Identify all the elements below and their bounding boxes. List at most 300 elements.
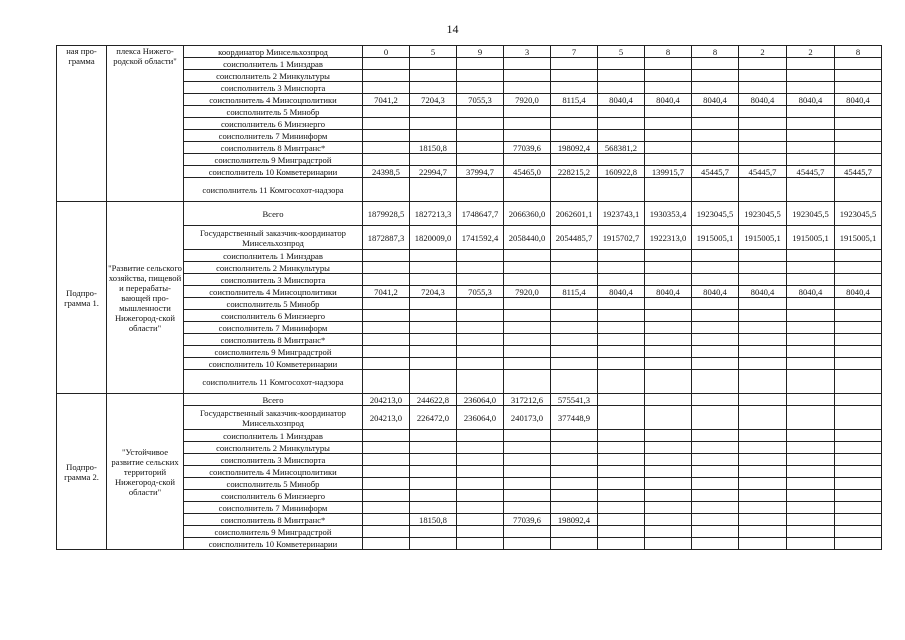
value-cell: [692, 154, 739, 166]
value-cell: [551, 526, 598, 538]
value-cell: [835, 118, 882, 130]
value-cell: [598, 454, 645, 466]
value-cell: [692, 442, 739, 454]
executor-label-cell: соисполнитель 2 Минкультуры: [184, 442, 363, 454]
executor-label-cell: соисполнитель 2 Минкультуры: [184, 262, 363, 274]
value-cell: [739, 70, 787, 82]
value-cell: [457, 538, 504, 550]
value-cell: [598, 514, 645, 526]
value-cell: [457, 274, 504, 286]
value-cell: [363, 454, 410, 466]
value-cell: [410, 322, 457, 334]
value-cell: [645, 478, 692, 490]
table-row: [57, 394, 882, 406]
value-cell: [692, 538, 739, 550]
value-cell: [645, 406, 692, 430]
value-cell: [410, 70, 457, 82]
value-cell: [363, 310, 410, 322]
value-cell: [787, 82, 835, 94]
value-cell: [598, 430, 645, 442]
value-cell: 45445,7: [739, 166, 787, 178]
value-cell: [787, 298, 835, 310]
value-cell: [551, 178, 598, 202]
value-cell: [457, 298, 504, 310]
value-cell: 1915005,1: [787, 226, 835, 250]
value-cell: [457, 346, 504, 358]
program-name-cell: "Развитие сельского хозяйства, пищевой и перерабаты-вающей про-мышленности Нижегород-ской области": [107, 202, 184, 394]
value-cell: [457, 502, 504, 514]
value-cell: [739, 178, 787, 202]
value-cell: [787, 538, 835, 550]
value-cell: [551, 430, 598, 442]
value-cell: [551, 358, 598, 370]
value-cell: [692, 466, 739, 478]
value-cell: [692, 430, 739, 442]
value-cell: [739, 490, 787, 502]
value-cell: [787, 154, 835, 166]
value-cell: [787, 274, 835, 286]
value-cell: [598, 334, 645, 346]
value-cell: [645, 346, 692, 358]
value-cell: [457, 82, 504, 94]
value-cell: [551, 154, 598, 166]
executor-label-cell: соисполнитель 5 Минобр: [184, 298, 363, 310]
value-cell: [598, 298, 645, 310]
value-cell: 7920,0: [504, 94, 551, 106]
value-cell: 1923045,5: [692, 202, 739, 226]
value-cell: [835, 70, 882, 82]
value-cell: [692, 478, 739, 490]
value-cell: [457, 358, 504, 370]
value-cell: [692, 454, 739, 466]
table-row: [57, 46, 882, 58]
value-cell: [457, 454, 504, 466]
value-cell: 139915,7: [645, 166, 692, 178]
value-cell: [410, 310, 457, 322]
value-cell: [410, 274, 457, 286]
program-label-cell: Подпро-грамма 2.: [57, 394, 107, 550]
value-cell: [363, 442, 410, 454]
value-cell: 236064,0: [457, 394, 504, 406]
value-cell: [598, 478, 645, 490]
executor-label-cell: соисполнитель 7 Мининформ: [184, 130, 363, 142]
value-cell: [457, 142, 504, 154]
value-cell: [739, 394, 787, 406]
value-cell: [363, 430, 410, 442]
value-cell: 37994,7: [457, 166, 504, 178]
value-cell: [504, 274, 551, 286]
value-cell: [739, 274, 787, 286]
value-cell: [504, 322, 551, 334]
value-cell: [692, 322, 739, 334]
value-cell: 8: [835, 46, 882, 58]
value-cell: 9: [457, 46, 504, 58]
value-cell: [787, 178, 835, 202]
value-cell: [787, 478, 835, 490]
value-cell: 1930353,4: [645, 202, 692, 226]
value-cell: [363, 274, 410, 286]
value-cell: [410, 262, 457, 274]
value-cell: [410, 442, 457, 454]
value-cell: [598, 178, 645, 202]
value-cell: [787, 406, 835, 430]
value-cell: [739, 118, 787, 130]
value-cell: [645, 442, 692, 454]
value-cell: [551, 274, 598, 286]
value-cell: [692, 58, 739, 70]
executor-label-cell: соисполнитель 10 Комветеринарии: [184, 538, 363, 550]
value-cell: 1915005,1: [835, 226, 882, 250]
executor-label-cell: соисполнитель 7 Мининформ: [184, 502, 363, 514]
value-cell: [692, 70, 739, 82]
executor-label-cell: соисполнитель 3 Минспорта: [184, 274, 363, 286]
value-cell: [835, 334, 882, 346]
value-cell: 5: [410, 46, 457, 58]
value-cell: [363, 142, 410, 154]
value-cell: [551, 334, 598, 346]
value-cell: [598, 406, 645, 430]
value-cell: [363, 538, 410, 550]
executor-label-cell: соисполнитель 2 Минкультуры: [184, 70, 363, 82]
value-cell: [457, 130, 504, 142]
value-cell: [645, 118, 692, 130]
value-cell: 575541,3: [551, 394, 598, 406]
value-cell: [835, 490, 882, 502]
value-cell: [457, 70, 504, 82]
program-label-cell: Подпро-грамма 1.: [57, 202, 107, 394]
value-cell: [645, 298, 692, 310]
value-cell: [598, 70, 645, 82]
value-cell: [787, 502, 835, 514]
value-cell: [551, 118, 598, 130]
executor-label-cell: соисполнитель 3 Минспорта: [184, 454, 363, 466]
value-cell: [645, 358, 692, 370]
value-cell: [645, 130, 692, 142]
value-cell: [598, 466, 645, 478]
value-cell: [835, 442, 882, 454]
value-cell: [598, 490, 645, 502]
value-cell: [645, 58, 692, 70]
value-cell: 22994,7: [410, 166, 457, 178]
value-cell: [363, 130, 410, 142]
value-cell: [598, 82, 645, 94]
value-cell: [835, 298, 882, 310]
value-cell: [363, 82, 410, 94]
value-cell: [692, 358, 739, 370]
value-cell: [645, 142, 692, 154]
value-cell: [551, 454, 598, 466]
value-cell: [787, 130, 835, 142]
value-cell: [645, 106, 692, 118]
budget-table: [56, 45, 882, 550]
value-cell: [835, 394, 882, 406]
value-cell: [645, 538, 692, 550]
value-cell: [739, 106, 787, 118]
value-cell: [692, 298, 739, 310]
value-cell: [787, 70, 835, 82]
value-cell: [457, 334, 504, 346]
executor-label-cell: соисполнитель 6 Минэнерго: [184, 118, 363, 130]
value-cell: [739, 250, 787, 262]
value-cell: [504, 370, 551, 394]
value-cell: 1923045,5: [835, 202, 882, 226]
value-cell: [692, 526, 739, 538]
value-cell: [645, 334, 692, 346]
value-cell: [598, 394, 645, 406]
value-cell: [457, 442, 504, 454]
value-cell: [598, 250, 645, 262]
value-cell: 8: [692, 46, 739, 58]
value-cell: [787, 466, 835, 478]
executor-label-cell: соисполнитель 9 Минградстрой: [184, 346, 363, 358]
value-cell: [504, 250, 551, 262]
value-cell: [598, 322, 645, 334]
value-cell: [739, 478, 787, 490]
value-cell: [410, 250, 457, 262]
value-cell: [551, 322, 598, 334]
value-cell: 45445,7: [835, 166, 882, 178]
value-cell: [835, 178, 882, 202]
value-cell: [504, 430, 551, 442]
value-cell: [787, 334, 835, 346]
value-cell: [835, 358, 882, 370]
value-cell: [835, 502, 882, 514]
value-cell: [598, 538, 645, 550]
value-cell: [410, 154, 457, 166]
executor-label-cell: Государственный заказчик-координатор Минсельхозпрод: [184, 406, 363, 430]
value-cell: [835, 514, 882, 526]
value-cell: 1872887,3: [363, 226, 410, 250]
value-cell: [598, 442, 645, 454]
value-cell: [363, 514, 410, 526]
value-cell: 8115,4: [551, 94, 598, 106]
value-cell: [645, 370, 692, 394]
value-cell: [787, 250, 835, 262]
value-cell: [739, 142, 787, 154]
value-cell: 7920,0: [504, 286, 551, 298]
value-cell: [692, 334, 739, 346]
value-cell: [504, 466, 551, 478]
value-cell: [739, 154, 787, 166]
value-cell: [363, 370, 410, 394]
value-cell: 3: [504, 46, 551, 58]
value-cell: [739, 346, 787, 358]
value-cell: [835, 538, 882, 550]
value-cell: [457, 478, 504, 490]
executor-label-cell: соисполнитель 1 Минздрав: [184, 250, 363, 262]
program-label-cell: ная про-грамма: [57, 46, 107, 202]
value-cell: 77039,6: [504, 142, 551, 154]
value-cell: [692, 250, 739, 262]
value-cell: [504, 346, 551, 358]
value-cell: 8040,4: [835, 94, 882, 106]
value-cell: 8040,4: [598, 94, 645, 106]
value-cell: [787, 430, 835, 442]
program-name-cell: "Устойчивое развитие сельских территорий Нижегород-ской области": [107, 394, 184, 550]
value-cell: [504, 358, 551, 370]
value-cell: [787, 118, 835, 130]
value-cell: [363, 106, 410, 118]
value-cell: [410, 430, 457, 442]
value-cell: [645, 274, 692, 286]
value-cell: [410, 130, 457, 142]
value-cell: 7041,2: [363, 286, 410, 298]
table-row: [57, 202, 882, 226]
value-cell: 1820009,0: [410, 226, 457, 250]
page-number: 14: [446, 22, 459, 36]
value-cell: [363, 322, 410, 334]
value-cell: [692, 310, 739, 322]
value-cell: [457, 466, 504, 478]
value-cell: [739, 262, 787, 274]
value-cell: 2054485,7: [551, 226, 598, 250]
value-cell: [692, 178, 739, 202]
value-cell: [835, 430, 882, 442]
value-cell: [551, 478, 598, 490]
value-cell: [739, 370, 787, 394]
value-cell: [410, 370, 457, 394]
value-cell: [457, 490, 504, 502]
value-cell: [504, 310, 551, 322]
value-cell: 8040,4: [692, 286, 739, 298]
value-cell: [598, 526, 645, 538]
value-cell: [363, 70, 410, 82]
value-cell: 2066360,0: [504, 202, 551, 226]
executor-label-cell: соисполнитель 11 Комгосохот-надзора: [184, 178, 363, 202]
value-cell: [739, 442, 787, 454]
value-cell: [504, 526, 551, 538]
value-cell: [739, 322, 787, 334]
value-cell: [835, 130, 882, 142]
value-cell: [551, 70, 598, 82]
value-cell: [787, 310, 835, 322]
value-cell: 8: [645, 46, 692, 58]
value-cell: [645, 178, 692, 202]
value-cell: [551, 130, 598, 142]
value-cell: 7: [551, 46, 598, 58]
value-cell: [835, 262, 882, 274]
value-cell: [835, 58, 882, 70]
value-cell: [835, 526, 882, 538]
value-cell: [739, 454, 787, 466]
value-cell: [410, 106, 457, 118]
value-cell: 2: [739, 46, 787, 58]
value-cell: 2: [787, 46, 835, 58]
value-cell: 8040,4: [692, 94, 739, 106]
executor-label-cell: соисполнитель 5 Минобр: [184, 478, 363, 490]
value-cell: 1915005,1: [739, 226, 787, 250]
value-cell: [645, 514, 692, 526]
value-cell: 7204,3: [410, 94, 457, 106]
value-cell: [504, 334, 551, 346]
value-cell: [645, 502, 692, 514]
value-cell: 1741592,4: [457, 226, 504, 250]
value-cell: [457, 310, 504, 322]
value-cell: [598, 58, 645, 70]
executor-label-cell: соисполнитель 5 Минобр: [184, 106, 363, 118]
executor-label-cell: соисполнитель 8 Минтранс*: [184, 514, 363, 526]
value-cell: 228215,2: [551, 166, 598, 178]
value-cell: [598, 274, 645, 286]
value-cell: [692, 394, 739, 406]
value-cell: 8040,4: [787, 286, 835, 298]
value-cell: [692, 262, 739, 274]
value-cell: [739, 298, 787, 310]
value-cell: [787, 394, 835, 406]
value-cell: [551, 298, 598, 310]
value-cell: [598, 130, 645, 142]
value-cell: [551, 106, 598, 118]
value-cell: [363, 526, 410, 538]
executor-label-cell: соисполнитель 3 Минспорта: [184, 82, 363, 94]
value-cell: [835, 454, 882, 466]
value-cell: [551, 502, 598, 514]
value-cell: 568381,2: [598, 142, 645, 154]
executor-label-cell: соисполнитель 11 Комгосохот-надзора: [184, 370, 363, 394]
executor-label-cell: соисполнитель 6 Минэнерго: [184, 490, 363, 502]
executor-label-cell: координатор Минсельхозпрод: [184, 46, 363, 58]
value-cell: [504, 490, 551, 502]
value-cell: [787, 454, 835, 466]
value-cell: [835, 142, 882, 154]
executor-label-cell: соисполнитель 9 Минградстрой: [184, 154, 363, 166]
value-cell: [504, 154, 551, 166]
value-cell: [410, 82, 457, 94]
executor-label-cell: Всего: [184, 202, 363, 226]
value-cell: [598, 346, 645, 358]
value-cell: [835, 250, 882, 262]
value-cell: 8040,4: [835, 286, 882, 298]
value-cell: [692, 142, 739, 154]
value-cell: [645, 310, 692, 322]
value-cell: [410, 334, 457, 346]
value-cell: [551, 262, 598, 274]
value-cell: 18150,8: [410, 142, 457, 154]
value-cell: [739, 406, 787, 430]
value-cell: [787, 358, 835, 370]
value-cell: [598, 118, 645, 130]
value-cell: 1915702,7: [598, 226, 645, 250]
value-cell: [692, 274, 739, 286]
value-cell: [645, 250, 692, 262]
value-cell: [457, 370, 504, 394]
executor-label-cell: соисполнитель 4 Минсоцполитики: [184, 466, 363, 478]
value-cell: [835, 346, 882, 358]
value-cell: [551, 310, 598, 322]
value-cell: [835, 466, 882, 478]
value-cell: [410, 466, 457, 478]
value-cell: 2062601,1: [551, 202, 598, 226]
value-cell: [598, 310, 645, 322]
value-cell: 1827213,3: [410, 202, 457, 226]
value-cell: 2058440,0: [504, 226, 551, 250]
value-cell: [739, 514, 787, 526]
executor-label-cell: соисполнитель 1 Минздрав: [184, 430, 363, 442]
value-cell: [363, 478, 410, 490]
value-cell: [835, 274, 882, 286]
value-cell: [551, 490, 598, 502]
value-cell: [739, 502, 787, 514]
value-cell: [645, 526, 692, 538]
value-cell: [692, 346, 739, 358]
value-cell: [835, 406, 882, 430]
value-cell: [363, 262, 410, 274]
value-cell: [457, 250, 504, 262]
value-cell: [504, 442, 551, 454]
program-name-cell: плекса Нижего-родской области": [107, 46, 184, 202]
executor-label-cell: соисполнитель 8 Минтранс*: [184, 142, 363, 154]
value-cell: 8115,4: [551, 286, 598, 298]
